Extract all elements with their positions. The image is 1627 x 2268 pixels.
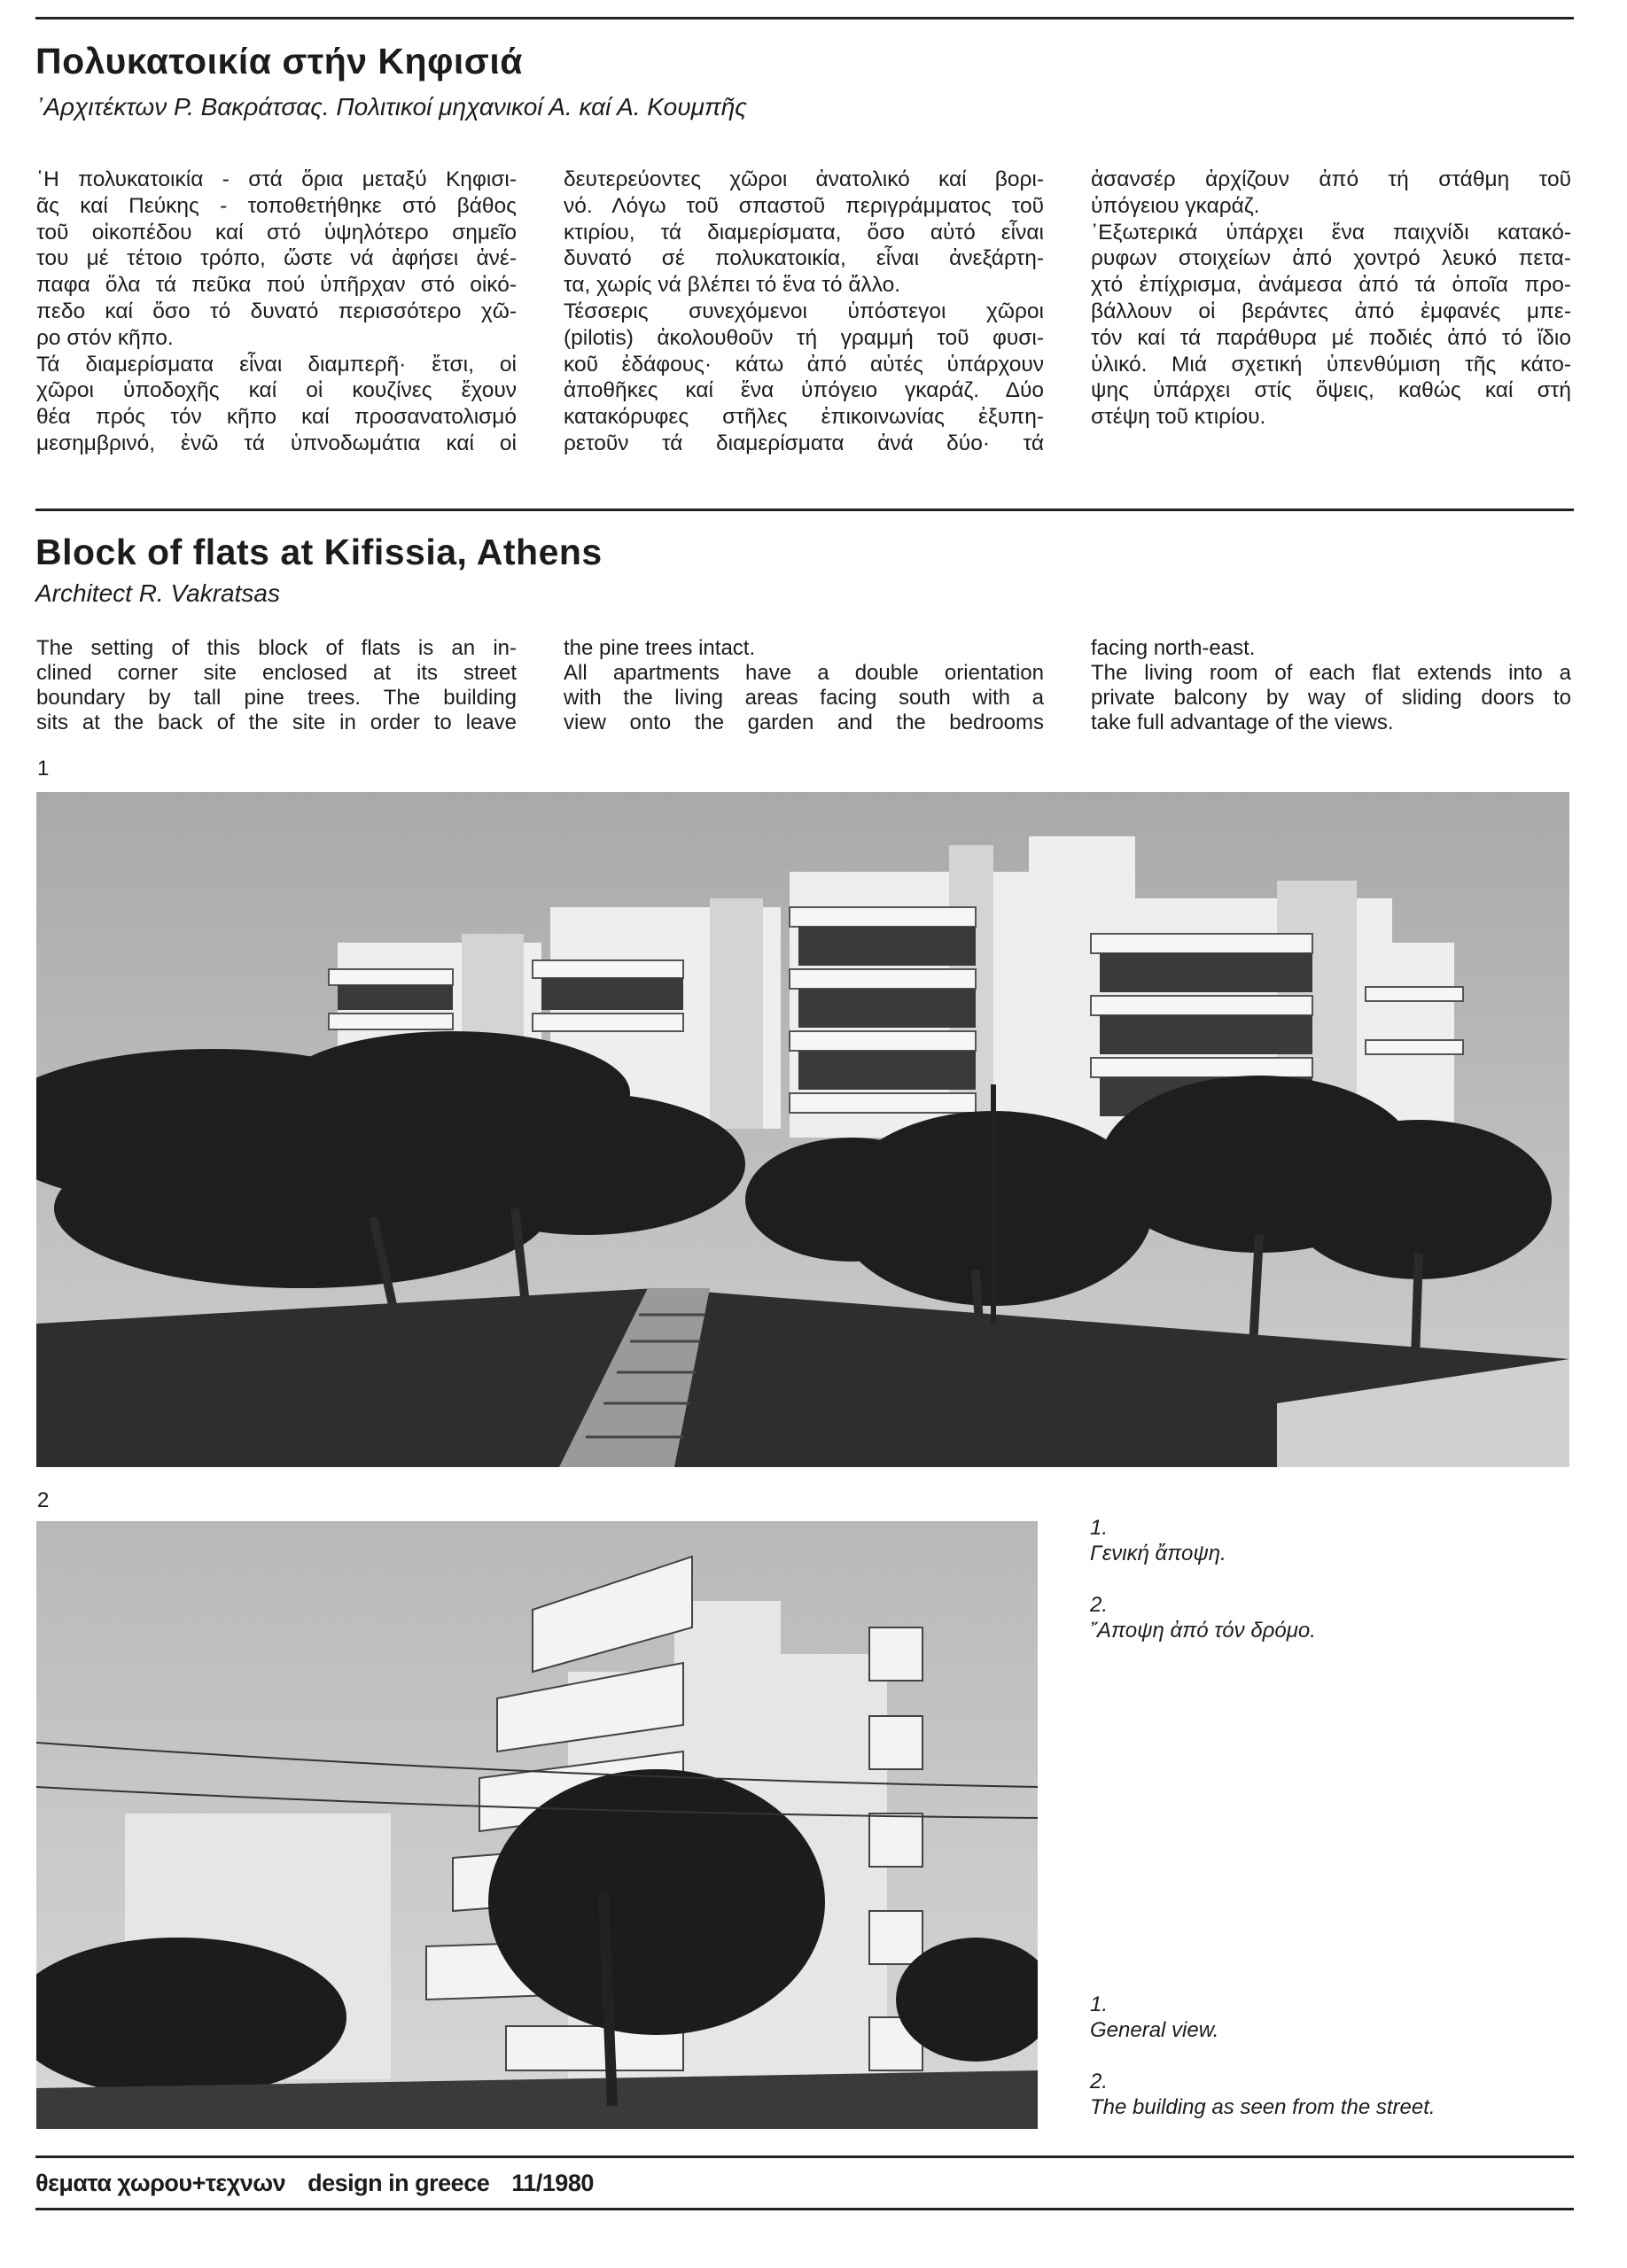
text-line: sits at the back of the site in order to leave xyxy=(36,711,517,734)
caption-number: 2. xyxy=(1090,2070,1109,2093)
text-line: ὑπόγειου γκαράζ. xyxy=(1091,193,1260,218)
text-line: All apartments have a double orientation xyxy=(564,661,1044,685)
text-line: boundary by tall pine trees. The building xyxy=(36,686,517,710)
text-line: κτιρίου, τά διαμερίσματα, ὅσο αὐτό εἶναι xyxy=(564,220,1044,245)
text-line: δυνατό σέ πολυκατοικία, εἶναι ἀνεξάρτη- xyxy=(564,246,1044,271)
text-line: private balcony by way of sliding doors to xyxy=(1091,686,1571,710)
english-column-1 xyxy=(36,636,517,735)
text-line: τοῦ οἰκοπέδου καί στό ὑψηλότερο σημεῖο xyxy=(36,220,517,245)
text-line: ρετοῦν τά διαμερίσματα ἀνά δύο· τά xyxy=(564,431,1044,455)
text-line: The living room of each flat extends into a xyxy=(1091,661,1571,685)
text-line: κοῦ ἐδάφους· κάτω ἀπό αὐτές ὑπάρχουν xyxy=(564,352,1044,377)
footer xyxy=(35,2170,610,2197)
caption-text: General view. xyxy=(1090,2018,1219,2042)
caption-text: Γενική ἄποψη. xyxy=(1090,1542,1226,1565)
english-column-3 xyxy=(1091,636,1571,735)
caption-number: 2. xyxy=(1090,1593,1109,1617)
text-line: πεδο καί ὅσο τό δυνατό περισσότερο χῶ- xyxy=(36,299,517,323)
footer-rule-top xyxy=(35,2155,1574,2158)
text-line: παφα ὅλα τά πεῦκα πού ὑπῆρχαν στό οἰκό- xyxy=(36,273,517,298)
text-line: ᾶς καί Πεύκης - τοποθετήθηκε στό βάθος xyxy=(36,193,517,218)
text-line: βάλλουν οἱ βεράντες ἀπό ἐμφανές μπε- xyxy=(1091,299,1571,323)
text-line: ἀποθῆκες καί ἕνα ὑπόγειο γκαράζ. Δύο xyxy=(564,378,1044,403)
text-line: χῶροι ὑποδοχῆς καί οἱ κουζίνες ἔχουν xyxy=(36,378,517,403)
building-photo-1 xyxy=(36,792,1569,1467)
caption-text: ῎Αποψη ἀπό τόν δρόμο. xyxy=(1090,1619,1316,1643)
top-rule xyxy=(35,17,1574,19)
text-line: take full advantage of the views. xyxy=(1091,711,1394,734)
text-line: τόν καί τά παράθυρα μέ ποδιές ἀπό τό ἴδιο xyxy=(1091,325,1571,350)
caption-text: The building as seen from the street. xyxy=(1090,2095,1436,2119)
text-line: στέψη τοῦ κτιρίου. xyxy=(1091,405,1266,430)
text-line: (pilotis) ἀκολουθοῦν τή γραμμή τοῦ φυσι- xyxy=(564,325,1044,350)
text-line: facing north-east. xyxy=(1091,636,1256,660)
text-line: view onto the garden and the bedrooms xyxy=(564,711,1044,734)
issue-number: 11/1980 xyxy=(511,2170,594,2196)
text-line: θέα πρός τόν κῆπο καί προσανατολισμό xyxy=(36,405,517,430)
greek-column-1 xyxy=(36,167,517,457)
figure-2-number: 2 xyxy=(37,1488,50,1512)
text-line: κατακόρυφες στῆλες ἐπικοινωνίας ἐξυπη- xyxy=(564,405,1044,430)
english-credits: Architect R. Vakratsas xyxy=(35,579,280,607)
text-line: ὑλικό. Μιά σχετική ὑπενθύμιση τῆς κάτο- xyxy=(1091,352,1571,377)
magazine-subtitle: design in greece xyxy=(307,2170,490,2196)
text-line: ᾿Εξωτερικά ὑπάρχει ἕνα παιχνίδι κατακό- xyxy=(1091,220,1571,245)
section-rule xyxy=(35,509,1574,511)
text-line: τα, χωρίς νά βλέπει τό ἕνα τό ἄλλο. xyxy=(564,273,901,298)
caption-number: 1. xyxy=(1090,1516,1109,1540)
text-line: χτό ἐπίχρισμα, ἀνάμεσα ἀπό τά ὁποῖα προ- xyxy=(1091,273,1571,298)
text-line: ρυφων στοιχείων ἀπό χοντρό λευκό πετα- xyxy=(1091,246,1571,271)
caption-greek-1 xyxy=(1090,1515,1226,1566)
english-column-2 xyxy=(564,636,1044,735)
text-line: ἀσανσέρ ἀρχίζουν ἀπό τή στάθμη τοῦ xyxy=(1091,167,1571,191)
footer-rule-bottom xyxy=(35,2208,1574,2210)
text-line: ῾Η πολυκατοικία - στά ὅρια μεταξύ Κηφισι- xyxy=(36,167,517,191)
greek-column-3 xyxy=(1091,167,1571,431)
text-line: του μέ τέτοιο τρόπο, ὥστε νά ἀφήσει ἀνέ- xyxy=(36,246,517,271)
magazine-name: θεματα χωρου+τεχνων xyxy=(35,2170,286,2196)
photo-general-view xyxy=(36,792,1569,1467)
greek-title: Πολυκατοικία στήν Κηφισιά xyxy=(35,41,523,82)
photo-street-view xyxy=(36,1521,1038,2129)
text-line: Τέσσερις συνεχόμενοι ὑπόστεγοι χῶροι xyxy=(564,299,1044,323)
text-line: δευτερεύοντες χῶροι ἀνατολικό καί βορι- xyxy=(564,167,1044,191)
greek-credits: ᾿Αρχιτέκτων Ρ. Βακράτσας. Πολιτικοί μηχανικοί Α. καί Α. Κουμπῆς xyxy=(35,93,747,120)
caption-english-2 xyxy=(1090,2069,1436,2120)
text-line: The setting of this block of flats is an in- xyxy=(36,636,517,660)
caption-english-1 xyxy=(1090,1992,1218,2043)
text-line: the pine trees intact. xyxy=(564,636,756,660)
text-line: Τά διαμερίσματα εἶναι διαμπερῆ· ἔτσι, οἱ xyxy=(36,352,517,377)
text-line: μεσημβρινό, ἐνῶ τά ὑπνοδωμάτια καί οἱ xyxy=(36,431,517,455)
caption-number: 1. xyxy=(1090,1992,1109,2016)
text-line: ρο στόν κῆπο. xyxy=(36,325,174,350)
building-photo-2 xyxy=(36,1521,1038,2129)
text-line: clined corner site enclosed at its street xyxy=(36,661,517,685)
greek-column-2 xyxy=(564,167,1044,457)
text-line: with the living areas facing south with a xyxy=(564,686,1044,710)
caption-greek-2 xyxy=(1090,1592,1316,1643)
text-line: ψης ὑπάρχει στίς ὄψεις, καθώς καί στή xyxy=(1091,378,1571,403)
figure-1-number: 1 xyxy=(37,757,50,781)
text-line: νό. Λόγω τοῦ σπαστοῦ περιγράμματος τοῦ xyxy=(564,193,1044,218)
english-title: Block of flats at Kifissia, Athens xyxy=(35,532,603,572)
